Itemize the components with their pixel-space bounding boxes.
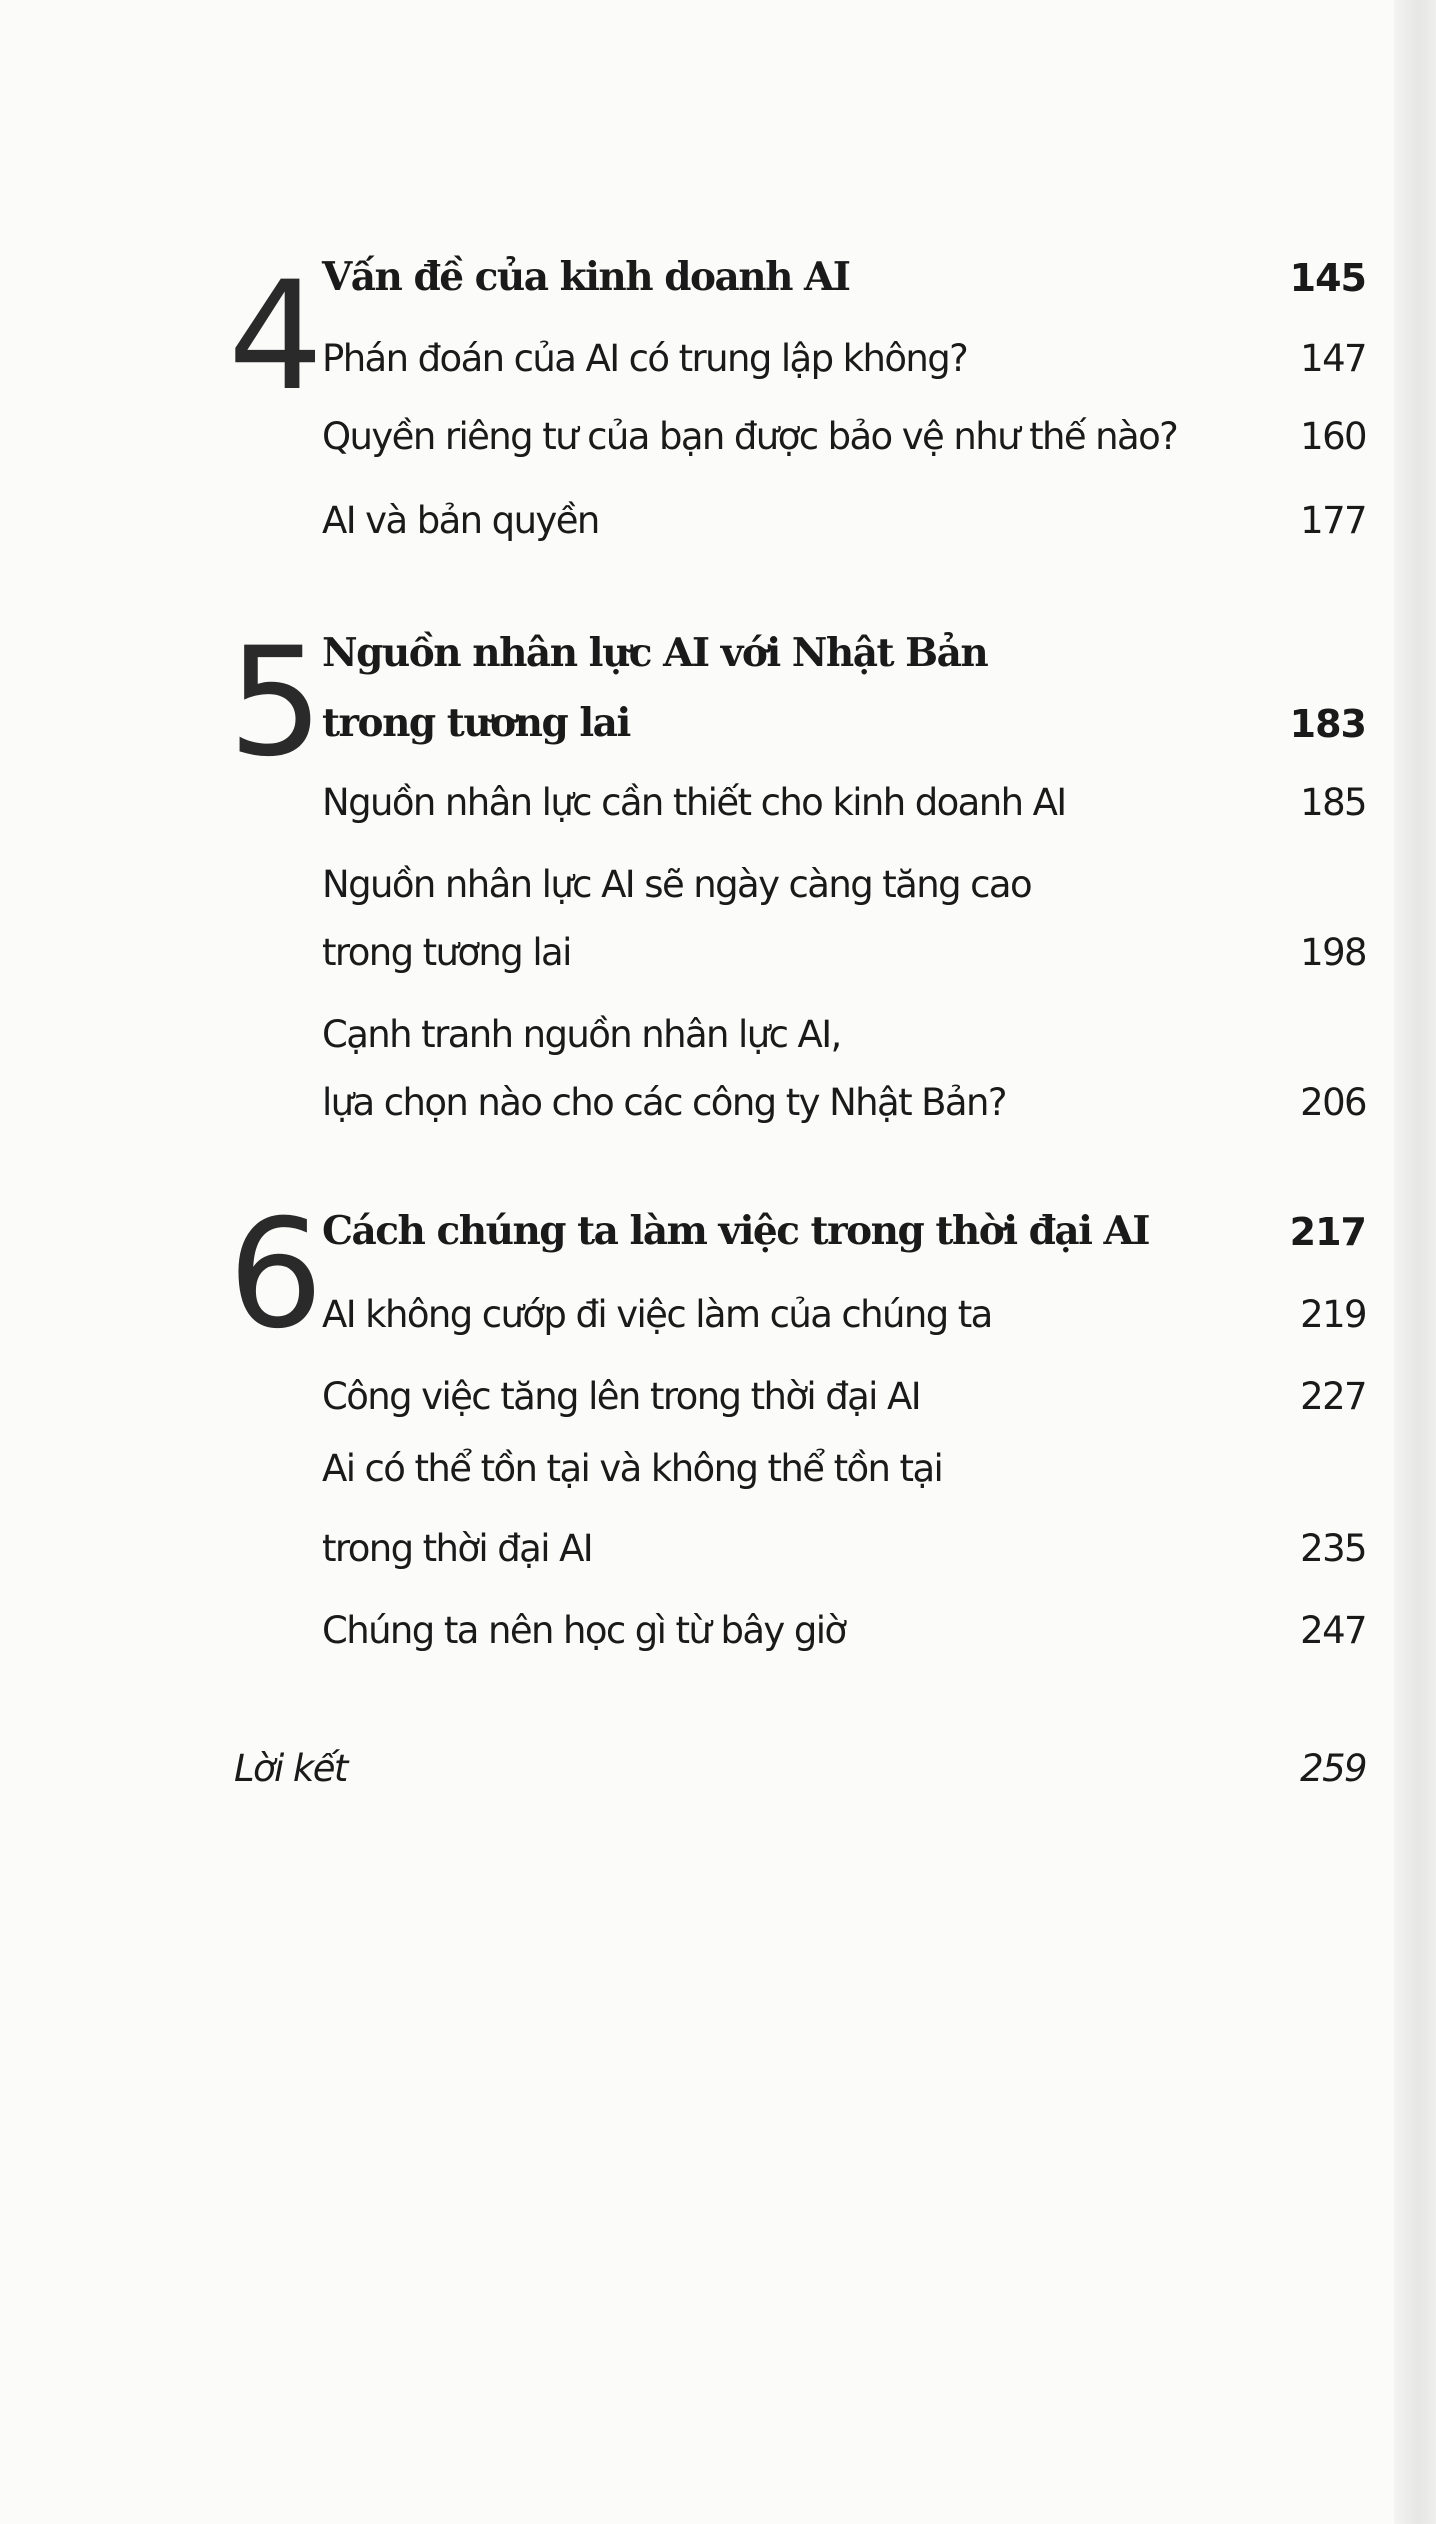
entry-title: AI và bản quyền <box>322 499 599 542</box>
toc-entry[interactable] <box>322 914 1366 974</box>
page-number: 227 <box>1300 1375 1366 1418</box>
toc-entry[interactable] <box>322 1358 1366 1418</box>
entry-title: Phán đoán của AI có trung lập không? <box>322 337 968 380</box>
chapter-title: Vấn đề của kinh doanh AI <box>322 254 850 300</box>
page-number: 160 <box>1300 415 1366 458</box>
chapter-5-title-row-1[interactable] <box>322 616 1366 676</box>
chapter-number-6: 6 <box>228 1188 318 1362</box>
toc-entry[interactable] <box>322 1064 1366 1124</box>
entry-title: trong thời đại AI <box>322 1527 593 1570</box>
toc-entry[interactable] <box>322 1510 1366 1570</box>
chapter-6-title-row[interactable] <box>322 1194 1366 1254</box>
page-edge <box>1394 0 1436 2524</box>
page-number: 219 <box>1300 1293 1366 1336</box>
page-number: 147 <box>1300 337 1366 380</box>
entry-title: Quyền riêng tư của bạn được bảo vệ như thế nào? <box>322 415 1178 458</box>
chapter-number-4: 4 <box>228 250 318 424</box>
toc-entry[interactable] <box>322 482 1366 542</box>
page-number: 247 <box>1300 1609 1366 1652</box>
page-number: 183 <box>1289 702 1366 746</box>
entry-title: Ai có thể tồn tại và không thể tồn tại <box>322 1447 943 1490</box>
toc-entry[interactable] <box>322 398 1366 458</box>
afterword-entry[interactable] <box>234 1730 1366 1790</box>
entry-title: Nguồn nhân lực cần thiết cho kinh doanh AI <box>322 781 1066 824</box>
toc-entry[interactable] <box>322 996 1366 1056</box>
toc-entry[interactable] <box>322 764 1366 824</box>
toc-entry[interactable] <box>322 1592 1366 1652</box>
page-number: 145 <box>1289 256 1366 300</box>
entry-title: AI không cướp đi việc làm của chúng ta <box>322 1293 992 1336</box>
entry-title: Công việc tăng lên trong thời đại AI <box>322 1375 921 1418</box>
entry-title: Chúng ta nên học gì từ bây giờ <box>322 1609 846 1652</box>
page-number: 235 <box>1300 1527 1366 1570</box>
entry-title: trong tương lai <box>322 931 571 974</box>
afterword-title: Lời kết <box>234 1747 347 1790</box>
toc-entry[interactable] <box>322 1276 1366 1336</box>
chapter-number-5: 5 <box>228 616 318 790</box>
chapter-title: Nguồn nhân lực AI với Nhật Bản <box>322 630 988 676</box>
entry-title: Cạnh tranh nguồn nhân lực AI, <box>322 1013 841 1056</box>
page-number: 206 <box>1300 1081 1366 1124</box>
toc-entry[interactable] <box>322 1430 1366 1490</box>
chapter-title: trong tương lai <box>322 700 630 746</box>
chapter-title: Cách chúng ta làm việc trong thời đại AI <box>322 1208 1150 1254</box>
page-number: 198 <box>1300 931 1366 974</box>
page-number: 177 <box>1300 499 1366 542</box>
toc-entry[interactable] <box>322 846 1366 906</box>
chapter-5-title-row-2[interactable] <box>322 686 1366 746</box>
entry-title: Nguồn nhân lực AI sẽ ngày càng tăng cao <box>322 863 1031 906</box>
chapter-4-title-row[interactable] <box>322 240 1366 300</box>
page-number: 217 <box>1289 1210 1366 1254</box>
page-number: 185 <box>1300 781 1366 824</box>
toc-entry[interactable] <box>322 320 1366 380</box>
entry-title: lựa chọn nào cho các công ty Nhật Bản? <box>322 1081 1006 1124</box>
page-number: 259 <box>1300 1747 1366 1790</box>
